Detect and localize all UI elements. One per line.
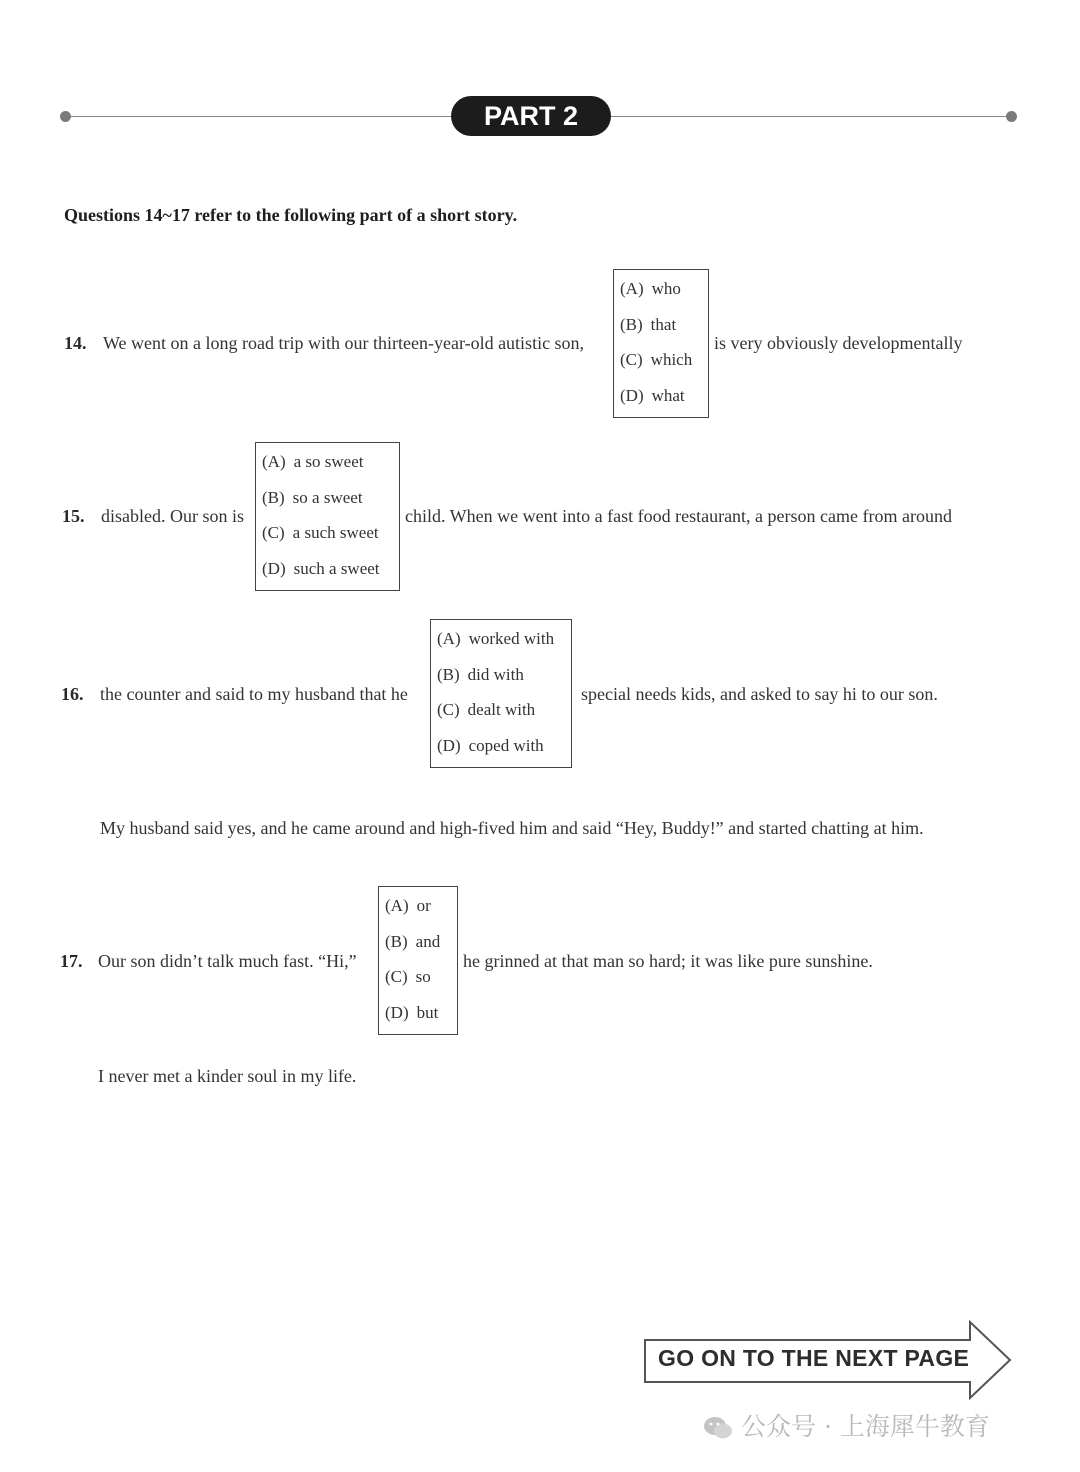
option-a[interactable]: (A) worked with [437, 629, 555, 648]
question-14-options-box [613, 269, 709, 418]
option-d[interactable]: (D) what [620, 385, 685, 405]
watermark [703, 1407, 990, 1443]
option-b[interactable]: (B) and [385, 931, 441, 951]
option-a[interactable]: (A) or [385, 896, 431, 915]
question-17-text-after: he grinned at that man so hard; it was like pure sunshine. [463, 951, 873, 971]
question-15-options-box [255, 442, 400, 591]
section-instructions: Questions 14~17 refer to the following part of a short story. [64, 205, 518, 225]
question-15-text-after: child. When we went into a fast food restaurant, a person came from around [405, 506, 952, 526]
option-c[interactable]: (C) a such sweet [262, 523, 379, 542]
question-number-16: 16. [61, 684, 84, 704]
question-16-options-box [430, 619, 572, 768]
story-paragraph: My husband said yes, and he came around and high-fived him and said “Hey, Buddy!” and started chatting at him. [100, 818, 924, 838]
question-17-text-before: Our son didn’t talk much fast. “Hi,” [98, 951, 357, 971]
option-c[interactable]: (C) dealt with [437, 700, 536, 719]
question-number-15: 15. [62, 506, 85, 526]
option-d[interactable]: (D) such a sweet [262, 558, 380, 578]
question-14-text-before: We went on a long road trip with our thirteen-year-old autistic son, [103, 333, 585, 353]
option-b[interactable]: (B) did with [437, 664, 524, 684]
option-d[interactable]: (D) coped with [437, 735, 544, 755]
next-page-label[interactable]: GO ON TO THE NEXT PAGE [658, 1345, 970, 1371]
option-b[interactable]: (B) so a sweet [262, 487, 363, 507]
wechat-icon [703, 1415, 733, 1441]
question-number-14: 14. [64, 333, 87, 353]
option-a[interactable]: (A) a so sweet [262, 452, 364, 471]
question-17-options-box [378, 886, 458, 1035]
watermark-text: 公众号 · 上海犀牛教育 [741, 1412, 990, 1441]
part-title-badge: PART 2 [451, 96, 611, 136]
question-14-text-after: is very obviously developmentally [714, 333, 963, 353]
option-b[interactable]: (B) that [620, 314, 677, 334]
question-16-text-after: special needs kids, and asked to say hi to our son. [581, 684, 938, 704]
story-paragraph: I never met a kinder soul in my life. [98, 1066, 357, 1086]
option-d[interactable]: (D) but [385, 1002, 439, 1022]
question-16-text-before: the counter and said to my husband that he [100, 684, 408, 704]
option-c[interactable]: (C) which [620, 350, 693, 369]
option-a[interactable]: (A) who [620, 279, 681, 298]
option-c[interactable]: (C) so [385, 967, 431, 986]
question-number-17: 17. [60, 951, 83, 971]
rule-left-dot [60, 111, 71, 122]
question-15-text-before: disabled. Our son is [101, 506, 244, 526]
rule-right-dot [1006, 111, 1017, 122]
